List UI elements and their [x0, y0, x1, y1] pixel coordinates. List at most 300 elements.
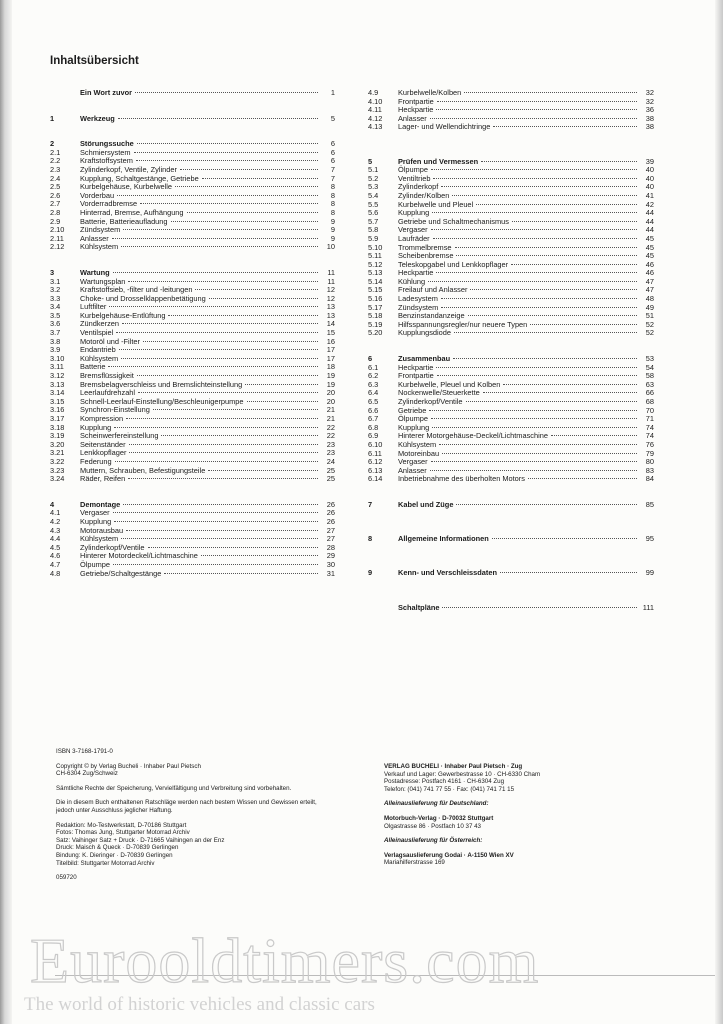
toc-entry-label: Choke- und Drosselklappenbetätigung	[80, 293, 206, 303]
toc-leader-dots	[428, 281, 637, 282]
toc-entry-number: 2.12	[50, 242, 65, 252]
toc-entry-label: Scheinwerfereinstellung	[80, 431, 159, 441]
toc-entry-page: 21	[326, 414, 335, 423]
credit-line: Druck: Maisch & Queck · D-70839 Gerlingen	[56, 844, 179, 852]
toc-entry-page: 99	[645, 568, 654, 578]
toc-entry-label: Räder, Reifen	[80, 474, 126, 484]
toc-entry-page: 84	[645, 474, 654, 484]
toc-leader-dots	[129, 452, 318, 453]
toc-leader-dots	[442, 607, 637, 608]
toc-entry-number: 5.7	[368, 216, 379, 226]
toc-entry-number: 2.6	[50, 190, 61, 200]
toc-entry-page: 26	[326, 516, 335, 526]
toc-entry-number: 3.22	[50, 456, 65, 466]
toc-leader-dots	[121, 358, 318, 359]
toc-entry-page: 44	[645, 208, 654, 218]
toc-entry-page: 80	[645, 457, 654, 467]
toc-entry-label: Freilauf und Anlasser	[398, 285, 468, 295]
toc-entry-number: 3.10	[50, 353, 65, 363]
toc-entry-label: Kenn- und Verschleissdaten	[398, 568, 497, 578]
toc-entry-page: 29	[326, 551, 335, 561]
publisher-phone: Telefon: (041) 741 77 55 · Fax: (041) 741 71 15	[384, 785, 515, 793]
toc-entry-number: 4.10	[368, 96, 383, 106]
rights-notice: Sämtliche Rechte der Speicherung, Vervielfältigung und Verbreitung sind vorbehalten.	[56, 784, 292, 792]
toc-spacer	[368, 578, 654, 595]
toc-entry-page: 52	[645, 319, 654, 329]
toc-entry-page: 11	[327, 267, 335, 277]
toc-leader-dots	[123, 229, 318, 230]
toc-entry	[368, 123, 654, 132]
toc-entry	[50, 570, 335, 579]
toc-entry-number: 4.4	[50, 534, 61, 544]
toc-entry-number: 5.9	[368, 233, 379, 243]
toc-entry-page: 25	[326, 465, 335, 475]
toc-leader-dots	[431, 169, 637, 170]
toc-leader-dots	[118, 118, 318, 119]
credit-line: Satz: Vaihinger Satz + Druck · D-71665 Vaihingen an der Enz	[56, 836, 225, 844]
toc-entry-page: 13	[326, 310, 335, 320]
toc-entry	[368, 475, 654, 484]
toc-entry-label: Kurbelwelle, Pleuel und Kolben	[398, 379, 501, 389]
toc-spacer	[368, 510, 654, 527]
toc-spacer	[50, 123, 335, 140]
toc-entry	[368, 329, 654, 338]
toc-entry-label: Nockenwelle/Steuerkette	[398, 388, 480, 398]
toc-leader-dots	[109, 306, 318, 307]
toc-entry-number: 4.1	[50, 508, 61, 518]
toc-entry-page: 18	[326, 362, 335, 372]
toc-entry-label: Bremsbelagverschleiss und Bremslichteinstellung	[80, 379, 243, 389]
imprint-block	[56, 748, 356, 882]
print-code: 059720	[56, 874, 77, 882]
toc-entry-page: 19	[326, 379, 335, 389]
toc-entry-number: 5.6	[368, 208, 379, 218]
toc-entry-number: 5.4	[368, 190, 379, 200]
toc-entry-label: Kraftstoffsieb, -filter und -leitungen	[80, 285, 193, 295]
toc-leader-dots	[128, 281, 318, 282]
toc-entry-number: 3.24	[50, 474, 65, 484]
toc-leader-dots	[436, 109, 637, 110]
toc-leader-dots	[129, 444, 318, 445]
toc-entry-label: Getriebe und Schaltmechanismus	[398, 216, 509, 226]
toc-entry-page: 83	[645, 465, 654, 475]
toc-leader-dots	[430, 470, 637, 471]
toc-entry-number: 4.9	[368, 88, 379, 97]
toc-entry-number: 3.20	[50, 439, 65, 449]
toc-leader-dots	[452, 195, 637, 196]
toc-entry-label: Kabel und Züge	[398, 499, 454, 509]
toc-entry-page: 40	[645, 165, 654, 175]
austria-distributor: Verlagsauslieferung Godai · A-1150 Wien XV	[384, 851, 514, 859]
toc-entry-number: 4.11	[368, 105, 382, 115]
toc-entry-page: 32	[645, 96, 654, 106]
toc-entry-number: 2.2	[50, 156, 61, 166]
toc-entry-label: Vorderradbremse	[80, 199, 138, 209]
toc-leader-dots	[530, 324, 637, 325]
toc-entry-number: 6.1	[368, 362, 379, 372]
toc-leader-dots	[437, 375, 637, 376]
toc-right-column	[368, 89, 654, 612]
toc-entry-label: Schaltpläne	[398, 602, 440, 612]
toc-entry-number: 3.15	[50, 396, 65, 406]
toc-leader-dots	[138, 392, 318, 393]
toc-section-entry	[50, 115, 335, 124]
toc-leader-dots	[464, 92, 637, 93]
germany-distribution-heading: Alleinauslieferung für Deutschland:	[384, 800, 489, 808]
toc-spacer	[368, 484, 654, 501]
toc-entry-page: 12	[326, 293, 335, 303]
toc-entry-number: 5.13	[368, 268, 383, 278]
toc-entry-number: 3.13	[50, 379, 65, 389]
toc-entry-page: 22	[326, 431, 335, 441]
toc-entry-label: Kupplung	[80, 422, 112, 432]
toc-entry-page: 32	[645, 88, 654, 97]
toc-entry-page: 74	[645, 422, 654, 432]
toc-leader-dots	[441, 307, 637, 308]
toc-entry-number: 3.18	[50, 422, 65, 432]
toc-entry-label: Kraftstoffsystem	[80, 156, 133, 166]
toc-entry-label: Zylinderkopf/Ventile	[80, 542, 145, 552]
toc-entry-page: 20	[326, 396, 335, 406]
toc-entry-page: 70	[645, 405, 654, 415]
toc-entry-label: Ölpumpe	[398, 414, 428, 424]
toc-entry-label: Frontpartie	[398, 96, 434, 106]
toc-entry-page: 7	[330, 173, 335, 183]
toc-entry-number: 3.19	[50, 431, 65, 441]
publisher-sales: Verkauf und Lager: Gewerbestrasse 10 · CH-6330 Cham	[384, 770, 541, 778]
toc-entry-number: 2.1	[50, 147, 61, 157]
toc-entry-page: 12	[326, 285, 335, 295]
toc-entry-number: 2.10	[50, 225, 65, 235]
toc-entry-number: 4.12	[368, 113, 383, 123]
toc-entry-page: 27	[326, 525, 335, 535]
toc-entry-page: 39	[645, 156, 654, 166]
toc-leader-dots	[481, 161, 637, 162]
toc-leader-dots	[164, 573, 318, 574]
toc-entry-label: Zylinder/Kolben	[398, 190, 450, 200]
toc-entry-page: 44	[645, 225, 654, 235]
toc-entry-label: Vergaser	[398, 457, 428, 467]
toc-entry-label: Seitenständer	[80, 439, 126, 449]
toc-entry-page: 71	[645, 414, 654, 424]
toc-leader-dots	[431, 418, 637, 419]
toc-entry-page: 38	[645, 113, 654, 123]
toc-entry-page: 31	[326, 568, 335, 578]
toc-entry-label: Ölpumpe	[398, 165, 428, 175]
toc-leader-dots	[113, 272, 318, 273]
toc-entry-number: 5.18	[368, 311, 383, 321]
toc-entry-label: Kupplung, Schaltgestänge, Getriebe	[80, 173, 199, 183]
copyright-address: CH-6304 Zug/Schweiz	[56, 770, 118, 778]
toc-spacer	[368, 544, 654, 561]
toc-entry-label: Scheibenbremse	[398, 251, 454, 261]
toc-entry-label: Motoreinbau	[398, 448, 440, 458]
toc-leader-dots	[137, 143, 318, 144]
toc-entry-page: 36	[645, 105, 654, 115]
toc-leader-dots	[148, 547, 319, 548]
toc-leader-dots	[431, 461, 637, 462]
toc-entry-label: Wartung	[80, 267, 110, 277]
toc-leader-dots	[201, 555, 318, 556]
toc-entry-page: 46	[645, 259, 654, 269]
toc-entry-label: Batterie, Batterieaufladung	[80, 216, 168, 226]
toc-leader-dots	[441, 298, 637, 299]
toc-entry-number: 6.5	[368, 397, 379, 406]
toc-leader-dots	[442, 453, 637, 454]
toc-entry-page: 53	[645, 354, 654, 364]
toc-entry-number: 4.13	[368, 122, 383, 132]
toc-entry-label: Laufräder	[398, 233, 430, 243]
toc-leader-dots	[180, 169, 318, 170]
scan-edge-right	[715, 0, 723, 1024]
toc-leader-dots	[195, 289, 318, 290]
toc-entry-label: Zusammenbau	[398, 354, 451, 364]
toc-leader-dots	[429, 410, 637, 411]
toc-entry-page: 22	[326, 422, 335, 432]
toc-leader-dots	[430, 118, 637, 119]
toc-entry-page: 9	[330, 216, 335, 226]
toc-leader-dots	[117, 195, 318, 196]
toc-section-entry	[368, 501, 654, 510]
toc-entry-page: 6	[330, 156, 335, 166]
toc-leader-dots	[468, 315, 637, 316]
disclaimer-line-1: Die in diesem Buch enthaltenen Ratschläge werden nach bestem Wissen und Gewissen erteilt,	[56, 799, 317, 807]
toc-entry-label: Störungssuche	[80, 139, 134, 149]
toc-entry-number: 6.6	[368, 405, 379, 415]
toc-entry-page: 26	[326, 508, 335, 518]
toc-entry-label: Ventilspiel	[80, 328, 114, 338]
toc-leader-dots	[135, 92, 318, 93]
toc-entry-label: Leerlaufdrehzahl	[80, 388, 136, 398]
toc-entry-number: 5.17	[368, 302, 383, 312]
toc-entry-number: 6	[368, 354, 373, 364]
toc-entry-label: Kupplung	[398, 422, 430, 432]
toc-leader-dots	[551, 435, 637, 436]
toc-entry-label: Hinterer Motorgehäuse-Deckel/Lichtmaschine	[398, 431, 548, 441]
toc-leader-dots	[114, 427, 318, 428]
toc-entry-page: 40	[645, 182, 654, 192]
toc-entry-number: 3.16	[50, 405, 65, 415]
toc-entry-label: Lenkkopflager	[80, 448, 127, 458]
toc-entry-page: 44	[645, 216, 654, 226]
publisher-name: VERLAG BUCHELI · Inhaber Paul Pietsch · Zug	[384, 763, 523, 770]
toc-leader-dots	[122, 323, 318, 324]
toc-entry-page: 5	[330, 113, 335, 123]
toc-entry-number: 5.3	[368, 182, 379, 192]
toc-entry-number: 6.12	[368, 457, 383, 467]
toc-entry-label: Federung	[80, 456, 112, 466]
toc-entry-number: 2.5	[50, 182, 61, 192]
toc-entry-number: 5.5	[368, 199, 379, 209]
toc-entry-number: 3.21	[50, 448, 65, 458]
toc-entry-page: 79	[645, 448, 654, 458]
toc-leader-dots	[528, 478, 637, 479]
toc-entry-page: 9	[330, 225, 335, 235]
toc-leader-dots	[134, 152, 318, 153]
toc-entry-label: Schnell-Leerlauf-Einstellung/Beschleunigerpumpe	[80, 396, 244, 406]
toc-entry-label: Heckpartie	[398, 105, 434, 115]
toc-entry-number: 6.3	[368, 379, 379, 389]
toc-entry-number: 6.10	[368, 439, 383, 449]
toc-entry-number: 3.14	[50, 388, 65, 398]
toc-entry-label: Inbetriebnahme des überholten Motors	[398, 474, 525, 484]
toc-entry-label: Prüfen und Vermessen	[398, 156, 479, 166]
toc-entry-page: 51	[645, 311, 654, 321]
toc-entry-number: 5.2	[368, 173, 379, 183]
toc-entry-label: Zündsystem	[398, 302, 439, 312]
toc-entry-label: Ein Wort zuvor	[80, 88, 133, 97]
toc-leader-dots	[455, 247, 637, 248]
toc-leader-dots	[116, 332, 318, 333]
toc-entry-number: 3.17	[50, 414, 65, 423]
toc-entry-label: Anlasser	[398, 113, 427, 123]
toc-leader-dots	[245, 384, 318, 385]
toc-entry-label: Hinterrad, Bremse, Aufhängung	[80, 207, 184, 217]
disclaimer-line-2: jedoch unter Ausschluss jeglicher Haftung.	[56, 806, 173, 814]
toc-leader-dots	[432, 427, 637, 428]
credit-line: Fotos: Thomas Jung, Stuttgarter Motorrad Archiv	[56, 829, 190, 837]
toc-entry-page: 41	[645, 190, 654, 200]
toc-leader-dots	[483, 392, 637, 393]
toc-entry-label: Getriebe	[398, 405, 427, 415]
toc-entry-label: Frontpartie	[398, 371, 434, 381]
toc-entry-label: Kurbelwelle/Kolben	[398, 88, 462, 97]
toc-entry-label: Vergaser	[80, 508, 110, 518]
toc-entry-page: 85	[645, 499, 654, 509]
toc-entry-label: Hinterer Motordeckel/Lichtmaschine	[80, 551, 198, 561]
germany-distributor-address: Olgastrasse 86 · Postfach 10 37 43	[384, 822, 481, 830]
toc-entry-label: Anlasser	[80, 233, 109, 243]
toc-entry-number: 3.1	[50, 276, 61, 286]
toc-spacer	[50, 98, 335, 115]
austria-distributor-address: Mariahilferstrasse 169	[384, 859, 445, 867]
toc-leader-dots	[187, 212, 318, 213]
toc-leader-dots	[437, 101, 637, 102]
toc-entry-label: Zündkerzen	[80, 319, 120, 329]
germany-distributor: Motorbuch-Verlag · D-70032 Stuttgart	[384, 814, 494, 822]
toc-leader-dots	[466, 401, 638, 402]
toc-entry-number: 7	[368, 499, 373, 509]
toc-section-entry	[368, 604, 654, 613]
toc-entry-page: 45	[645, 251, 654, 261]
toc-leader-dots	[500, 572, 637, 573]
toc-leader-dots	[143, 341, 318, 342]
toc-entry-label: Batterie	[80, 362, 106, 372]
toc-entry-label: Kupplungsdiode	[398, 328, 452, 338]
credit-line: Titelbild: Stuttgarter Motorrad Archiv	[56, 859, 155, 867]
toc-leader-dots	[432, 212, 637, 213]
toc-entry-page: 47	[645, 285, 654, 295]
toc-entry-label: Kupplung	[80, 516, 112, 526]
toc-entry-page: 17	[326, 353, 335, 363]
toc-entry-label: Kompression	[80, 414, 124, 423]
toc-entry-label: Schmiersystem	[80, 147, 131, 157]
toc-entry-number: 6.14	[368, 474, 383, 484]
toc-leader-dots	[433, 238, 637, 239]
toc-leader-dots	[112, 238, 318, 239]
toc-entry-label: Heckpartie	[398, 362, 434, 372]
toc-entry-label: Heckpartie	[398, 268, 434, 278]
toc-leader-dots	[439, 444, 637, 445]
toc-entry-label: Teleskopgabel und Lenkkopflager	[398, 259, 509, 269]
toc-leader-dots	[511, 264, 637, 265]
toc-entry-page: 68	[645, 397, 654, 406]
toc-entry-page: 9	[330, 233, 335, 243]
toc-entry-page: 74	[645, 431, 654, 441]
toc-entry-label: Motorausbau	[80, 525, 124, 535]
toc-entry-number: 5.19	[368, 319, 383, 329]
toc-entry-number: 4.6	[50, 551, 61, 561]
toc-entry-number: 3.8	[50, 336, 61, 346]
toc-entry-number: 9	[368, 568, 373, 578]
toc-entry-number: 6.2	[368, 371, 379, 381]
toc-entry-page: 40	[645, 173, 654, 183]
toc-leader-dots	[108, 366, 318, 367]
toc-entry-number: 6.8	[368, 422, 379, 432]
toc-entry-page: 47	[645, 276, 654, 286]
toc-entry-page: 19	[326, 371, 335, 381]
toc-entry-page: 52	[645, 328, 654, 338]
toc-leader-dots	[476, 204, 637, 205]
toc-entry-number: 3.3	[50, 293, 61, 303]
toc-entry-label: Kühlsystem	[80, 242, 119, 252]
toc-entry-number: 6.4	[368, 388, 379, 398]
toc-leader-dots	[119, 349, 318, 350]
toc-leader-dots	[136, 160, 318, 161]
toc-entry-number: 5.20	[368, 328, 383, 338]
toc-entry-label: Wartungsplan	[80, 276, 126, 286]
toc-entry-page: 21	[326, 405, 335, 415]
toc-leader-dots	[456, 504, 637, 505]
toc-entry-page: 8	[330, 199, 335, 209]
toc-entry-page: 48	[645, 294, 654, 304]
toc-entry-page: 11	[327, 276, 335, 286]
toc-entry-number: 3.6	[50, 319, 61, 329]
toc-entry	[50, 243, 335, 252]
toc-entry-number: 2.11	[50, 233, 64, 243]
toc-entry-page: 16	[326, 336, 335, 346]
toc-entry-page: 26	[326, 499, 335, 509]
toc-entry-number: 2.7	[50, 199, 61, 209]
toc-spacer	[50, 484, 335, 501]
austria-distribution-heading: Alleinauslieferung für Österreich:	[384, 837, 483, 845]
toc-entry-page: 63	[645, 379, 654, 389]
toc-leader-dots	[209, 298, 318, 299]
toc-leader-dots	[431, 229, 637, 230]
toc-entry-page: 6	[330, 139, 335, 149]
toc-entry-label: Kurbelwelle und Pleuel	[398, 199, 474, 209]
toc-entry-page: 111	[642, 602, 654, 612]
toc-leader-dots	[454, 332, 637, 333]
toc-entry-label: Kühlung	[398, 276, 426, 286]
toc-leader-dots	[137, 375, 318, 376]
toc-leader-dots	[113, 512, 318, 513]
toc-leader-dots	[503, 384, 637, 385]
toc-entry-number: 4.8	[50, 568, 61, 578]
toc-entry-label: Motoröl und -Filter	[80, 336, 140, 346]
toc-entry-page: 49	[645, 302, 654, 312]
toc-leader-dots	[126, 418, 318, 419]
toc-leader-dots	[161, 435, 318, 436]
toc-entry-label: Anlasser	[398, 465, 427, 475]
toc-entry-page: 15	[326, 328, 335, 338]
toc-entry-label: Kühlsystem	[80, 534, 119, 544]
toc-entry-page: 25	[326, 474, 335, 484]
toc-entry-page: 42	[645, 199, 654, 209]
toc-leader-dots	[115, 461, 318, 462]
toc-entry-page: 45	[645, 233, 654, 243]
toc-entry-number: 5	[368, 156, 373, 166]
